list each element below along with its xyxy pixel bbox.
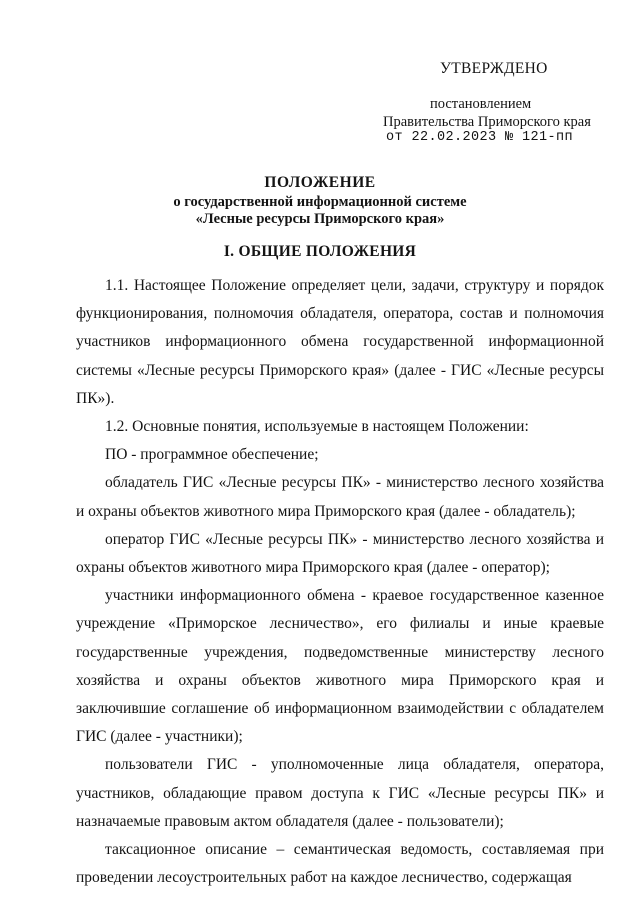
document-title: ПОЛОЖЕНИЕ <box>264 174 376 191</box>
document-body <box>76 272 604 892</box>
paragraph-1-2: 1.2. Основные понятия, используемые в настоящем Положении: <box>105 418 529 436</box>
approval-title: УТВЕРЖДЕНО <box>440 60 548 77</box>
document-subtitle-line2: «Лесные ресурсы Приморского края» <box>195 211 445 227</box>
approval-government-name: Правительства Приморского края <box>383 114 591 130</box>
definition-taxation-description: таксационное описание – семантическая ведомость, составляемая при проведении лесоустроительных работ на каждое лесничество, содержащая <box>76 841 604 887</box>
definition-operator: оператор ГИС «Лесные ресурсы ПК» - министерство лесного хозяйства и охраны объектов животного мира Приморского края (далее - оператор); <box>76 530 604 577</box>
section-heading: I. ОБЩИЕ ПОЛОЖЕНИЯ <box>223 243 417 260</box>
approval-resolution-label: постановлением <box>430 96 532 112</box>
definition-participants: участники информационного обмена - краевое государственное казенное учреждение «Приморское лесничество», его филиалы и иные краевые государственные учреждения, подведомственные министерству лесного хозяйства и охраны объектов животного мира Приморского края и заключившие соглашение об информационном взаимодействии с обладателем ГИС (далее - участники); <box>76 587 604 746</box>
definition-users: пользователи ГИС - уполномоченные лица обладателя, оператора, участников, обладающие правом доступа к ГИС «Лесные ресурсы ПК» и назначаемые правовым актом обладателя (далее - пользователи); <box>76 756 604 830</box>
document-subtitle-line1: о государственной информационной системе <box>173 194 467 210</box>
definition-owner: обладатель ГИС «Лесные ресурсы ПК» - министерство лесного хозяйства и охраны объектов животного мира Приморского края (далее - обладатель); <box>76 474 604 520</box>
definition-software: ПО - программное обеспечение; <box>105 446 319 464</box>
paragraph-1-1: 1.1. Настоящее Положение определяет цели, задачи, структуру и порядок функционирования, полномочия обладателя, оператора, состав и полномочия участников информационного обмена государственной информационной системы «Лесные ресурсы Приморского края» (далее - ГИС «Лесные ресурсы ПК»). <box>76 277 604 407</box>
approval-date-number: от 22.02.2023 № 121-пп <box>386 130 574 145</box>
